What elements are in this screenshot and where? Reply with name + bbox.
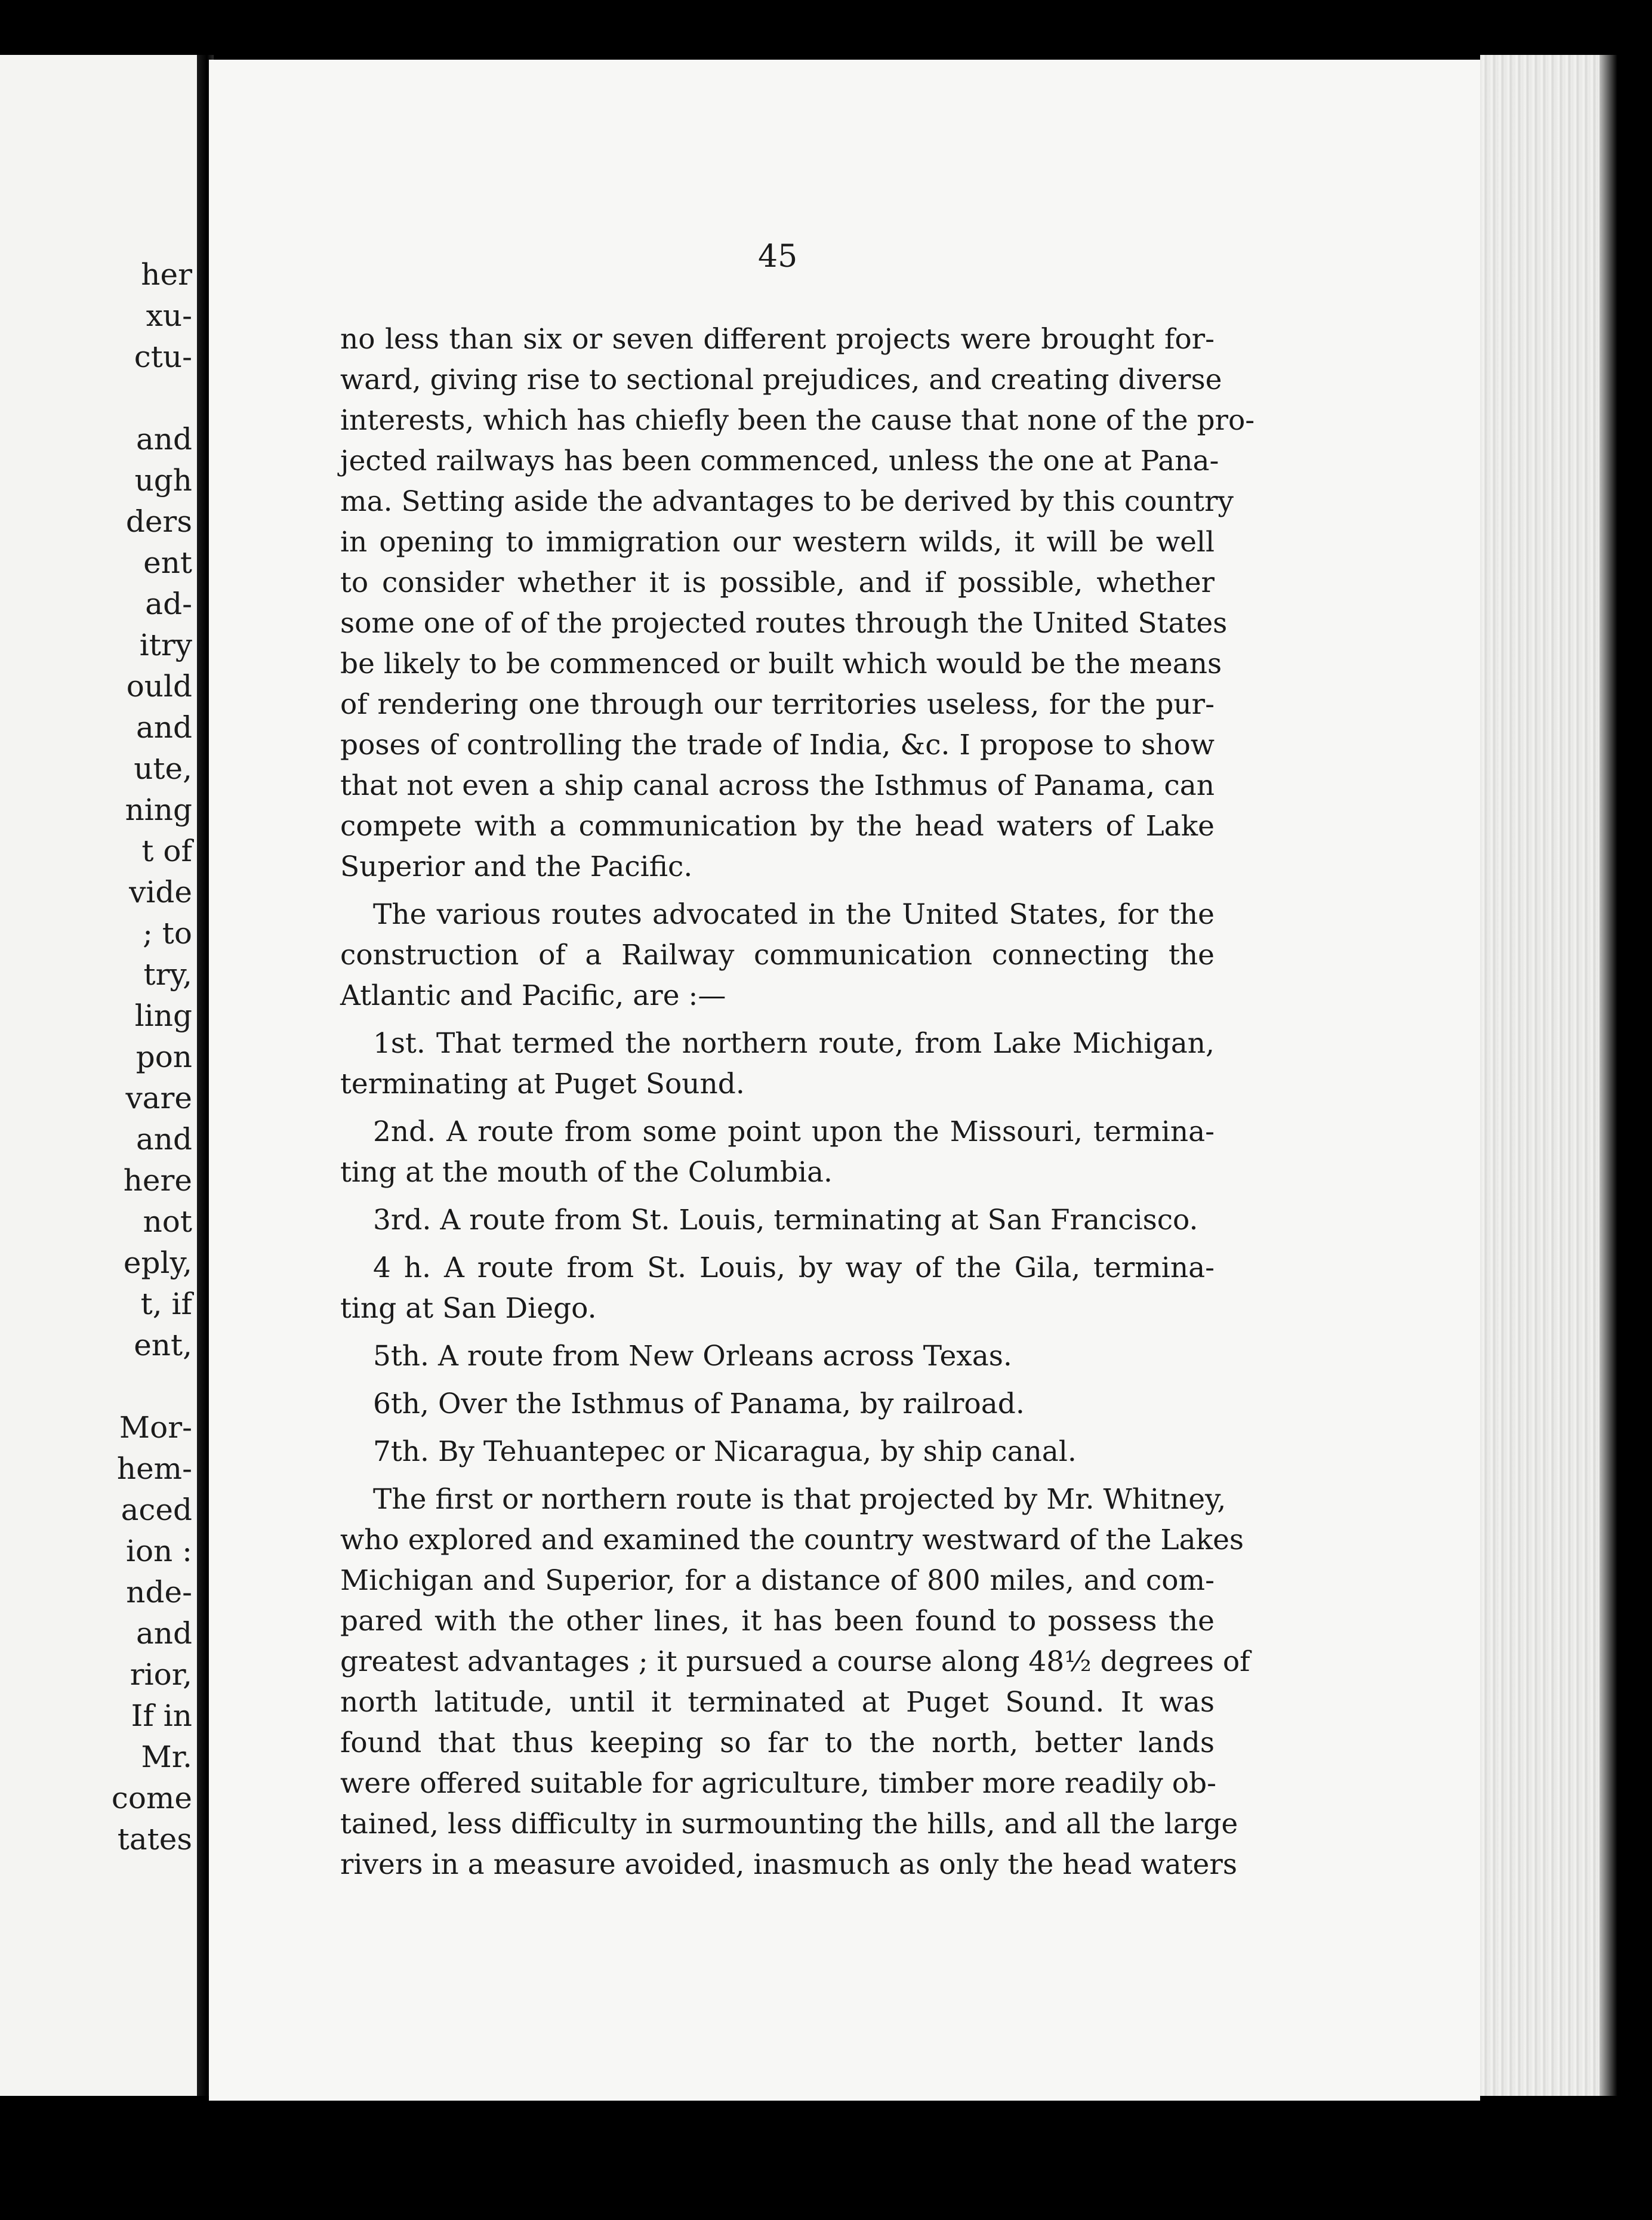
text-line: ward, giving rise to sectional prejudices, and creating diverse xyxy=(340,363,1222,396)
paragraph xyxy=(340,319,1255,887)
text-line: The various routes advocated in the United States, for the xyxy=(373,898,1215,931)
left-page-fragment: eply, xyxy=(123,1245,192,1280)
left-page-fragment: xu- xyxy=(146,298,192,333)
left-page-fragment: pon xyxy=(135,1040,192,1074)
text-line: greatest advantages ; it pursued a course along 48½ degrees of xyxy=(340,1645,1250,1678)
paragraph-gap xyxy=(340,1329,1215,1336)
text-line: north latitude, until it terminated at Puget Sound. It was xyxy=(340,1686,1215,1719)
left-page-fragment: If in xyxy=(131,1698,192,1733)
left-page-fragment: ute, xyxy=(134,751,192,786)
text-line: interests, which has chiefly been the cause that none of the pro- xyxy=(340,404,1255,437)
left-page-fragment: come xyxy=(111,1781,192,1815)
left-page-fragment: and xyxy=(135,1122,192,1157)
text-line: ting at the mouth of the Columbia. xyxy=(340,1156,833,1189)
left-page-fragment: t, if xyxy=(140,1287,192,1321)
left-page-fragment: and xyxy=(135,422,192,457)
left-page-fragment: and xyxy=(135,1616,192,1651)
left-page-fragment: ugh xyxy=(134,463,192,498)
text-line: Michigan and Superior, for a distance of 800 miles, and com- xyxy=(340,1564,1215,1597)
text-line: construction of a Railway communication connecting the xyxy=(340,939,1215,972)
text-line: Superior and the Pacific. xyxy=(340,850,693,883)
text-line: in opening to immigration our western wilds, it will be well xyxy=(340,526,1215,559)
text-line: 1st. That termed the northern route, from Lake Michigan, xyxy=(373,1027,1215,1060)
text-line: that not even a ship canal across the Isthmus of Panama, can xyxy=(340,769,1215,802)
text-line: 6th, Over the Isthmus of Panama, by railroad. xyxy=(373,1388,1025,1420)
paragraph-gap xyxy=(340,1885,1215,1892)
paragraph xyxy=(340,1432,1215,1472)
paragraph-gap xyxy=(340,1241,1215,1248)
left-page-fragment: Mor- xyxy=(119,1410,192,1445)
text-line: tained, less difficulty in surmounting the hills, and all the large xyxy=(340,1808,1238,1840)
paragraph xyxy=(340,1023,1215,1105)
left-page-fragment: nde- xyxy=(126,1575,192,1610)
text-line: be likely to be commenced or built which would be the means xyxy=(340,648,1222,680)
page-number: 45 xyxy=(758,239,798,275)
text-line: of rendering one through our territories useless, for the pur- xyxy=(340,688,1215,721)
text-line: ting at San Diego. xyxy=(340,1292,597,1325)
text-line: The first or northern route is that projected by Mr. Whitney, xyxy=(373,1483,1226,1516)
paragraph-gap xyxy=(340,1424,1215,1432)
paragraph-gap xyxy=(340,1377,1215,1384)
left-page-fragment: ning xyxy=(125,793,192,827)
text-line: pared with the other lines, it has been found to possess the xyxy=(340,1605,1215,1638)
paragraph xyxy=(340,1200,1215,1241)
text-line: poses of controlling the trade of India, &c. I propose to show xyxy=(340,729,1215,761)
paragraph-gap xyxy=(340,1105,1215,1112)
paragraph-gap xyxy=(340,1193,1215,1200)
paragraph-gap xyxy=(340,1016,1215,1023)
left-page-fragment: hem- xyxy=(116,1451,192,1486)
left-page-fragment: ling xyxy=(134,998,192,1033)
left-page-fragment: ent, xyxy=(134,1328,192,1362)
left-page-fragment: ion : xyxy=(125,1534,192,1568)
left-page xyxy=(0,55,197,2096)
left-page-fragment: Mr. xyxy=(141,1740,192,1774)
left-page-fragment: ; to xyxy=(143,916,192,951)
left-page-fragment: itry xyxy=(139,628,192,662)
text-line: ma. Setting aside the advantages to be derived by this country xyxy=(340,485,1234,518)
left-page-fragment: ctu- xyxy=(134,340,192,374)
text-line: 7th. By Tehuantepec or Nicaragua, by ship canal. xyxy=(373,1435,1077,1468)
left-page-fragment: t of xyxy=(141,834,192,868)
text-line: to consider whether it is possible, and if possible, whether xyxy=(340,566,1215,599)
text-line: rivers in a measure avoided, inasmuch as only the head waters xyxy=(340,1848,1237,1881)
text-line: 4 h. A route from St. Louis, by way of the Gila, termina- xyxy=(373,1251,1215,1284)
paragraph xyxy=(340,1479,1250,1885)
page-text xyxy=(340,319,1255,1892)
left-page-fragment: rior, xyxy=(130,1657,192,1692)
paragraph xyxy=(340,895,1215,1016)
paragraph-gap xyxy=(340,1472,1215,1479)
left-page-fragment: her xyxy=(141,257,192,292)
text-line: Atlantic and Pacific, are :— xyxy=(340,979,726,1012)
text-line: 5th. A route from New Orleans across Texas. xyxy=(373,1340,1012,1373)
left-page-fragment: here xyxy=(123,1163,192,1198)
text-line: jected railways has been commenced, unless the one at Pana- xyxy=(340,445,1219,477)
text-line: 2nd. A route from some point upon the Missouri, termina- xyxy=(373,1115,1215,1148)
text-line: found that thus keeping so far to the north, better lands xyxy=(340,1726,1215,1759)
left-page-fragment: not xyxy=(143,1204,192,1239)
paragraph xyxy=(340,1384,1215,1424)
text-line: compete with a communication by the head waters of Lake xyxy=(340,810,1215,843)
text-line: some one of of the projected routes through the United States xyxy=(340,607,1228,640)
text-line: who explored and examined the country westward of the Lakes xyxy=(340,1524,1244,1556)
page-edges xyxy=(1480,55,1599,2096)
left-page-fragment: aced xyxy=(121,1493,192,1527)
left-page-fragment: ould xyxy=(126,669,192,704)
left-page-fragment: try, xyxy=(143,957,192,992)
text-line: terminating at Puget Sound. xyxy=(340,1068,745,1100)
left-page-fragment: vide xyxy=(129,875,192,909)
paragraph xyxy=(340,1112,1215,1193)
paragraph-gap xyxy=(340,887,1215,895)
text-line: no less than six or seven different projects were brought for- xyxy=(340,323,1215,356)
left-page-fragment: ders xyxy=(125,504,192,539)
text-line: were offered suitable for agriculture, timber more readily ob- xyxy=(340,1767,1217,1800)
left-page-fragment: ad- xyxy=(145,587,192,621)
left-page-fragment: tates xyxy=(117,1822,192,1857)
left-page-fragment: vare xyxy=(125,1081,192,1115)
paragraph xyxy=(340,1336,1215,1377)
left-page-fragment: ent xyxy=(143,545,192,580)
left-page-fragment: and xyxy=(135,710,192,745)
text-line: 3rd. A route from St. Louis, terminating at San Francisco. xyxy=(373,1204,1198,1237)
paragraph xyxy=(340,1248,1215,1329)
page-edges-shadow xyxy=(1599,55,1617,2096)
